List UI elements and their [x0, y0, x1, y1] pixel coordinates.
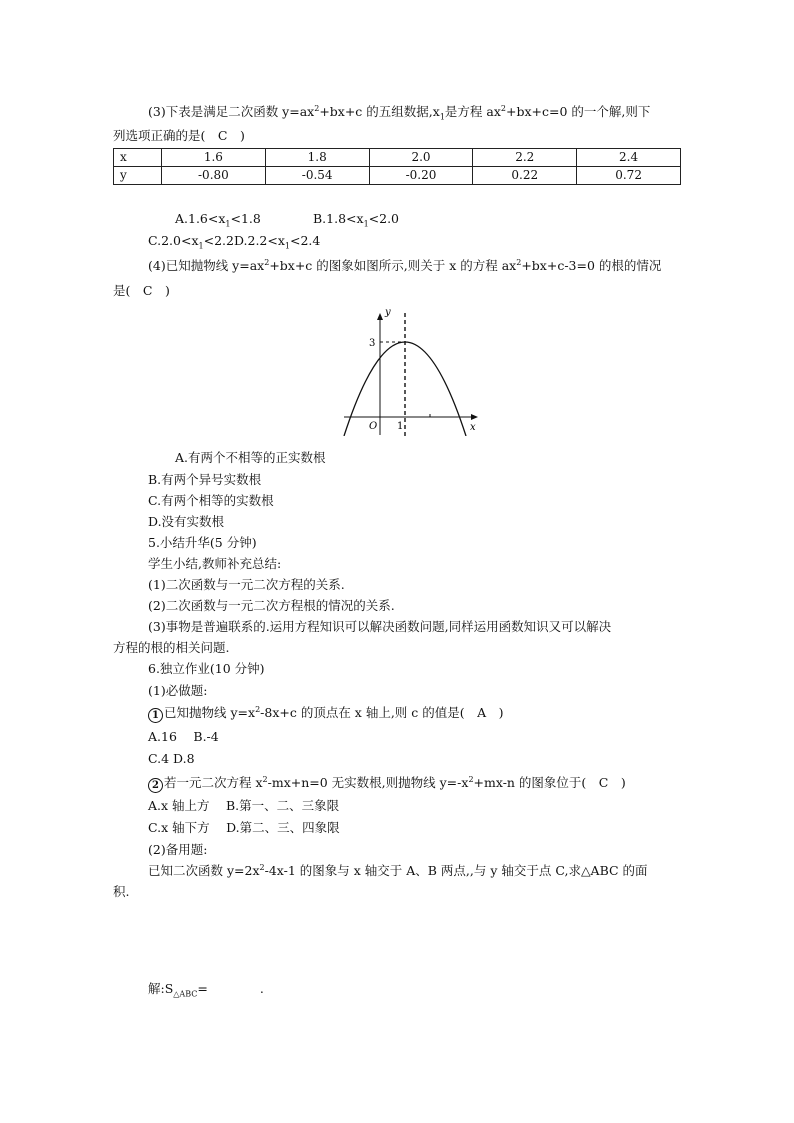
section-5-title: 5.小结升华(5 分钟) [148, 535, 257, 550]
table-cell: 1.6 [162, 149, 266, 167]
problem-1-options: A.16 B.-4 [148, 729, 219, 744]
section-5-line: (1)二次函数与一元二次方程的关系. [148, 577, 345, 592]
q4-option-a: A.有两个不相等的正实数根 [175, 450, 326, 465]
backup-problem-line2: 积. [113, 884, 130, 899]
axis-x-label: 1 [397, 421, 404, 432]
section-5-line: (2)二次函数与一元二次方程根的情况的关系. [148, 598, 395, 613]
table-row [114, 167, 681, 185]
table-cell: 0.72 [577, 167, 681, 185]
table-cell: 2.2 [473, 149, 577, 167]
origin-label: O [369, 421, 378, 432]
vertex-y-label: 3 [369, 338, 376, 349]
q4-option-b: B.有两个异号实数根 [148, 472, 262, 487]
q3-options-c-d: $C.2.0<x_1<2.2D.2.2<x_1<2.4$ [148, 233, 321, 251]
section-5-line: (3)事物是普遍联系的.运用方程知识可以解决函数问题,同样运用函数知识又可以解决 [148, 619, 612, 634]
table-cell-y-label: y [114, 167, 162, 185]
backup-problem-line1: 已知二次函数 $y=2x^2-4x-1$ 的图象与 x 轴交于 A、B 两点,,与 y 轴交于点 C,求△ABC 的面 [148, 862, 648, 878]
y-axis-arrow [377, 313, 383, 320]
y-axis-label: y [385, 307, 391, 318]
q3-option-b: $B.1.8<x_1<2.0$ [313, 211, 400, 229]
problem-1-options: C.4 D.8 [148, 751, 195, 766]
table-cell-x-label: x [114, 149, 162, 167]
circled-number: 1 [148, 708, 163, 723]
x-axis-label: x [470, 422, 476, 433]
q3-stem-line1: (3)下表是满足二次函数 $y=ax^2+bx+c$ 的五组数据$,x_1$是方程 $ax^2+bx+c=0$ 的一个解,则下 [148, 103, 651, 122]
q3-data-table [113, 148, 681, 185]
problem-1-stem: 1 已知抛物线 $y=x^2-8x+c$ 的顶点在 x 轴上,则 c 的值是( A ) [148, 705, 504, 723]
section-6-required-heading: (1)必做题: [148, 683, 208, 698]
q3-option-a: $A.1.6<x_1<1.8$ [175, 211, 261, 229]
q3-stem-line2: 列选项正确的是( C ) [113, 128, 245, 143]
x-axis-arrow [471, 414, 478, 420]
section-5-line: 方程的根的相关问题. [113, 640, 230, 655]
table-cell: 1.8 [265, 149, 369, 167]
problem-2-stem: 2 若一元二次方程 $x^2-mx+n=0$ 无实数根,则抛物线 $y=-x^2+mx-n$ 的图象位于( C ) [148, 775, 626, 793]
problem-2-options: C.x 轴下方 D.第二、三、四象限 [148, 820, 340, 835]
table-cell: 0.22 [473, 167, 577, 185]
circled-number: 2 [148, 778, 163, 793]
table-cell: 2.0 [369, 149, 473, 167]
problem-2-options: A.x 轴上方 B.第一、二、三象限 [148, 798, 340, 813]
section-5-line: 学生小结,教师补充总结: [148, 556, 282, 571]
table-cell: -0.20 [369, 167, 473, 185]
q4-stem-line1: (4)已知抛物线 $y=ax^2+bx+c$ 的图象如图所示,则关于 x 的方程 $ax^2+bx+c-3=0$ 的根的情况 [148, 257, 662, 273]
table-row [114, 149, 681, 167]
q4-stem-line2: 是( C ) [113, 283, 170, 298]
q4-option-c: C.有两个相等的实数根 [148, 493, 274, 508]
q4-option-d: D.没有实数根 [148, 514, 225, 529]
section-6-backup-heading: (2)备用题: [148, 842, 208, 857]
table-cell: -0.80 [162, 167, 266, 185]
parabola-graph [340, 303, 485, 436]
table-cell: 2.4 [577, 149, 681, 167]
section-6-title: 6.独立作业(10 分钟) [148, 661, 265, 676]
table-cell: -0.54 [265, 167, 369, 185]
solution-line: 解$:S_{\triangle ABC}=$ . [148, 981, 264, 999]
